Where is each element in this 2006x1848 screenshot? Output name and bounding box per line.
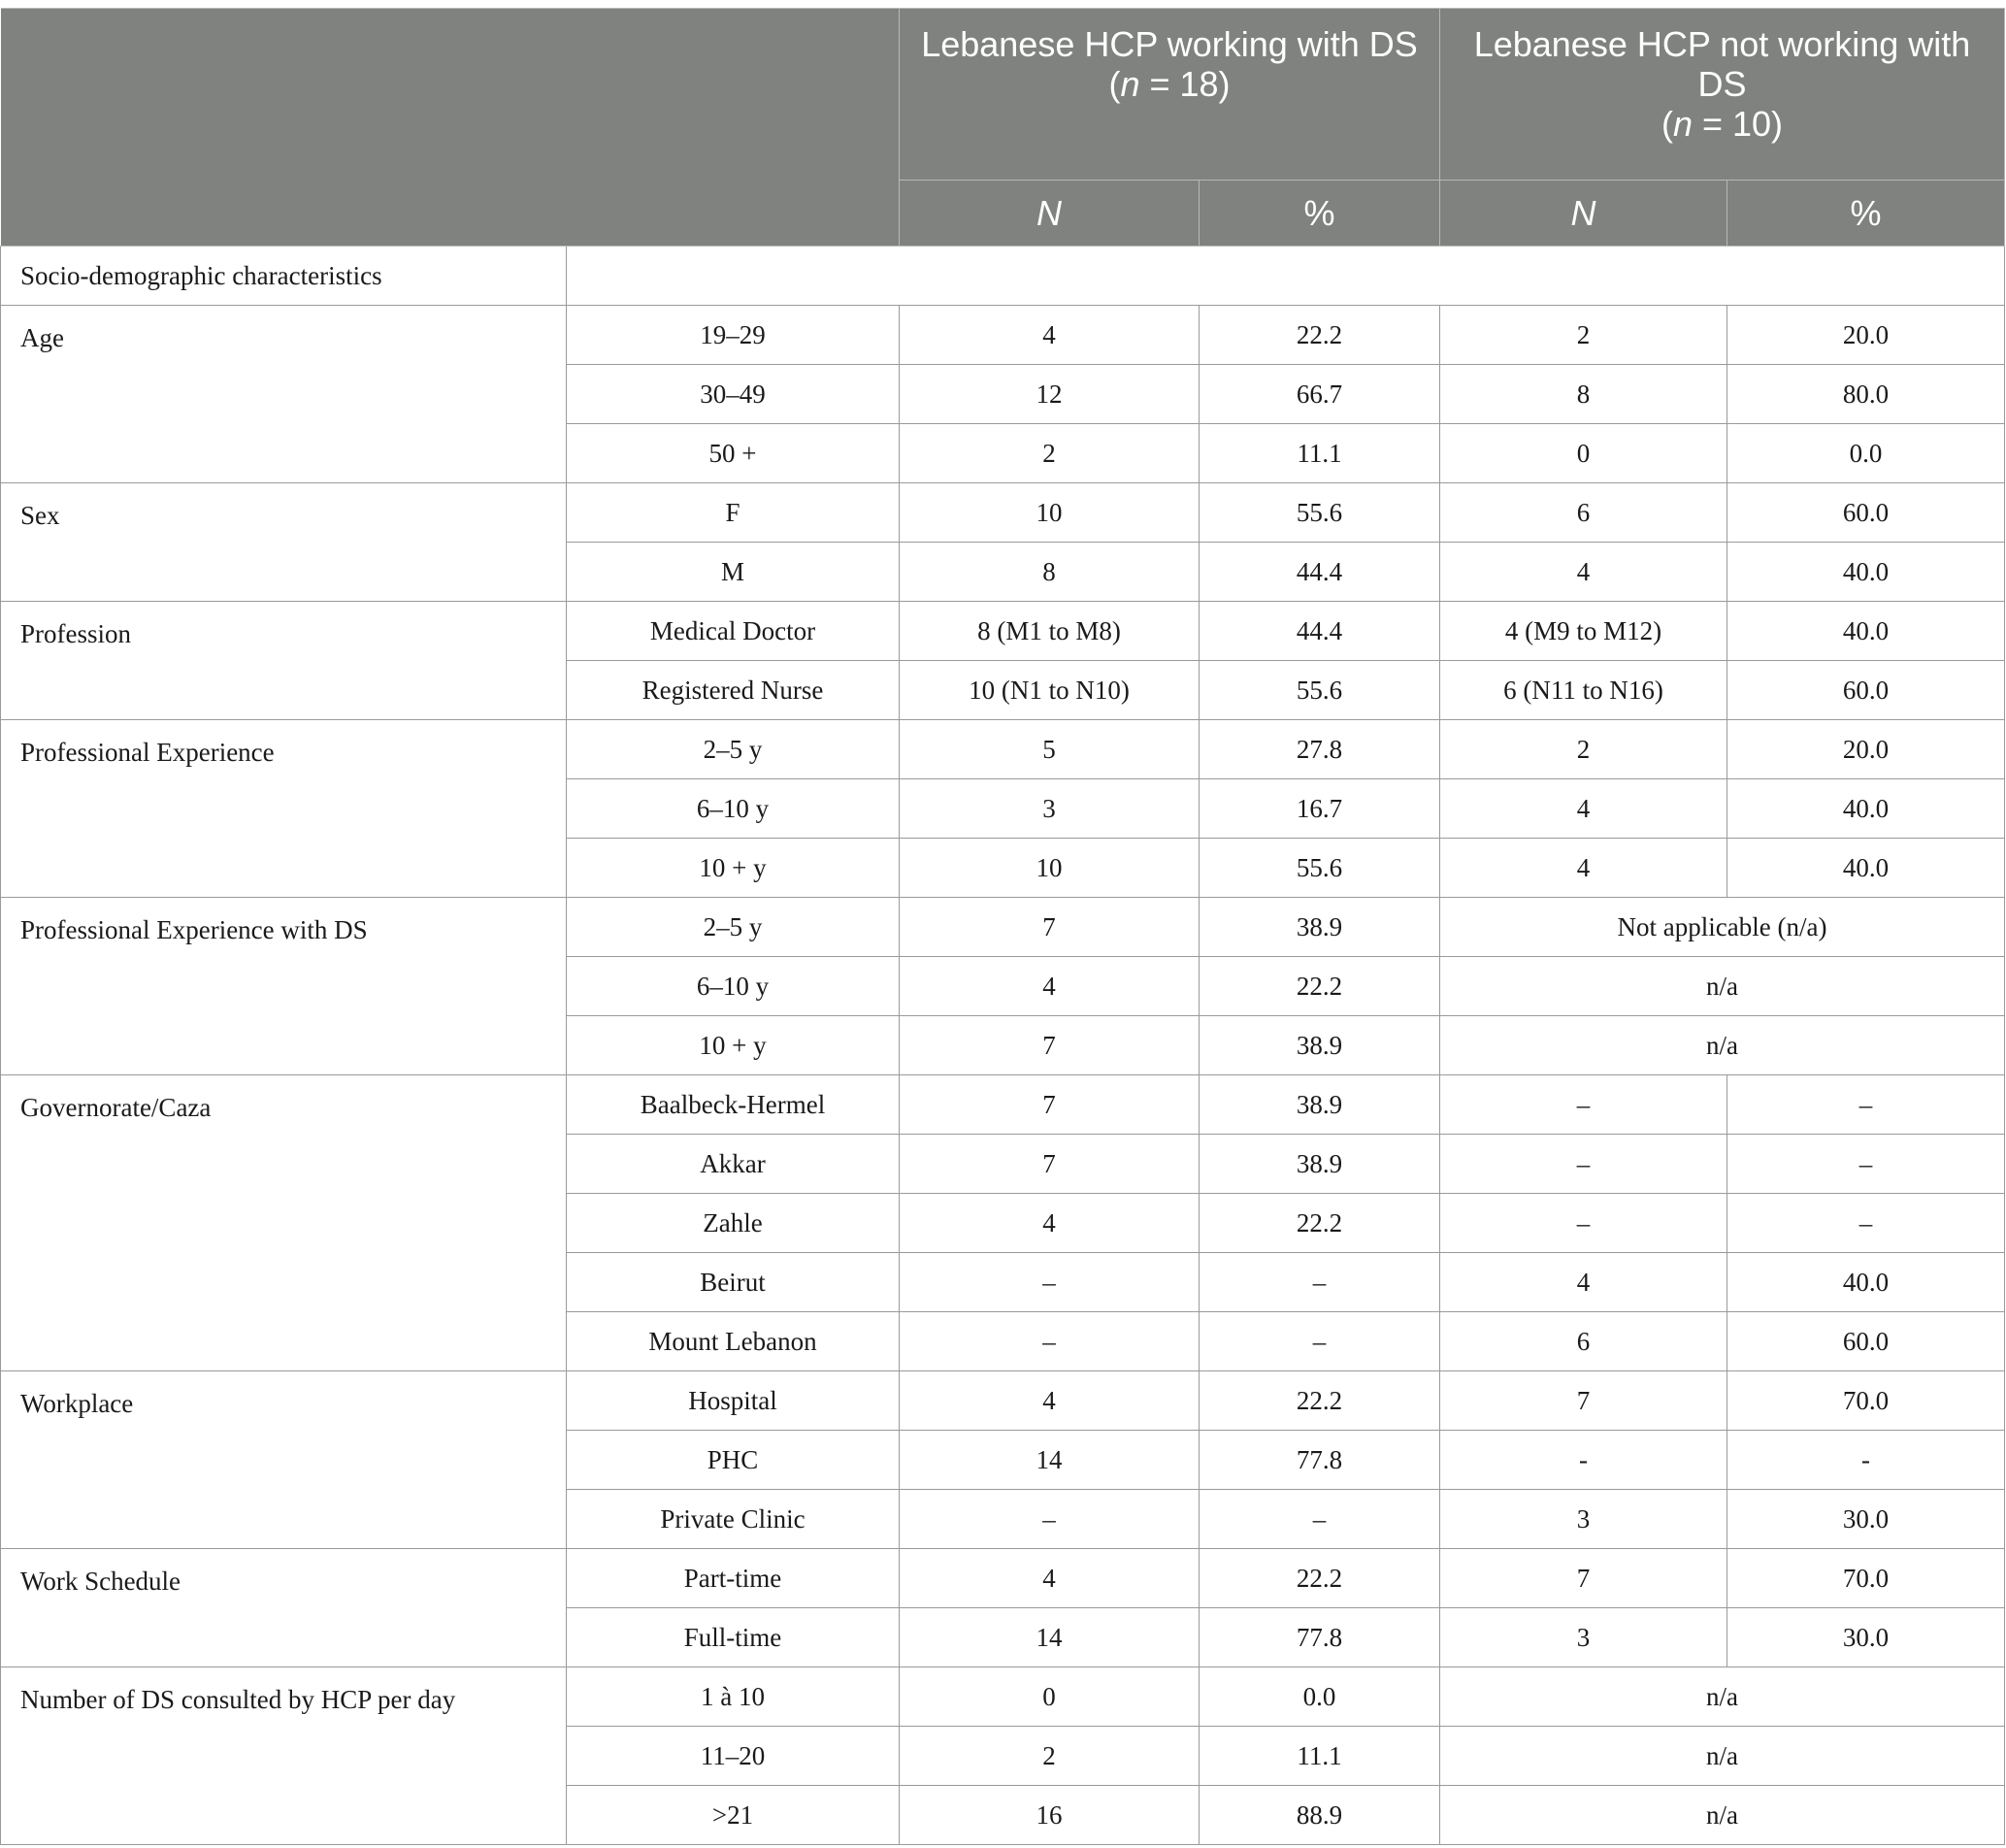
working-pct-cell: 38.9 (1200, 1075, 1440, 1135)
group-not-working-n-label: n (1672, 104, 1693, 144)
working-n-cell: – (900, 1312, 1200, 1371)
group-working-n-value: = 18) (1139, 64, 1231, 104)
working-n-cell: 14 (900, 1608, 1200, 1667)
not-working-pct-cell: 70.0 (1727, 1371, 2005, 1431)
variable-cell: Sex (1, 483, 567, 602)
table-row (1, 306, 2005, 365)
not-working-merged-cell: Not applicable (n/a) (1440, 898, 2005, 957)
working-pct-cell: – (1200, 1490, 1440, 1549)
variable-cell: Workplace (1, 1371, 567, 1549)
category-cell: Mount Lebanon (567, 1312, 900, 1371)
variable-cell: Governorate/Caza (1, 1075, 567, 1371)
table-row (1, 720, 2005, 779)
col-header-working-pct: % (1200, 181, 1440, 247)
working-n-cell: 5 (900, 720, 1200, 779)
not-working-n-cell: 6 (1440, 1312, 1727, 1371)
table-row (1, 483, 2005, 543)
not-working-merged-cell: n/a (1440, 1667, 2005, 1727)
working-pct-cell: 55.6 (1200, 839, 1440, 898)
working-n-cell: 0 (900, 1667, 1200, 1727)
variable-cell: Number of DS consulted by HCP per day (1, 1667, 567, 1845)
working-n-cell: 14 (900, 1431, 1200, 1490)
category-cell: 19–29 (567, 306, 900, 365)
not-working-n-cell: 4 (1440, 779, 1727, 839)
working-n-cell: 7 (900, 1135, 1200, 1194)
category-cell: Private Clinic (567, 1490, 900, 1549)
not-working-n-cell: 4 (M9 to M12) (1440, 602, 1727, 661)
working-pct-cell: 22.2 (1200, 1371, 1440, 1431)
working-n-cell: 4 (900, 957, 1200, 1016)
col-header-working-n: N (900, 181, 1200, 247)
table-row (1, 1371, 2005, 1431)
table-row (1, 602, 2005, 661)
group-not-working-n-value: = 10) (1692, 104, 1784, 144)
not-working-n-cell: 7 (1440, 1549, 1727, 1608)
category-cell: Registered Nurse (567, 661, 900, 720)
category-cell: 2–5 y (567, 898, 900, 957)
not-working-pct-cell: 40.0 (1727, 543, 2005, 602)
not-working-pct-cell: 40.0 (1727, 1253, 2005, 1312)
working-pct-cell: 55.6 (1200, 661, 1440, 720)
not-working-n-cell: – (1440, 1075, 1727, 1135)
category-cell: >21 (567, 1786, 900, 1845)
not-working-pct-cell: 70.0 (1727, 1549, 2005, 1608)
working-pct-cell: 38.9 (1200, 1135, 1440, 1194)
working-n-cell: 8 (M1 to M8) (900, 602, 1200, 661)
table-row (1, 898, 2005, 957)
not-working-pct-cell: 30.0 (1727, 1490, 2005, 1549)
not-working-n-cell: 3 (1440, 1608, 1727, 1667)
not-working-pct-cell: 20.0 (1727, 720, 2005, 779)
variable-cell: Professional Experience (1, 720, 567, 898)
category-cell: Baalbeck-Hermel (567, 1075, 900, 1135)
group-not-working-title: Lebanese HCP not working with DS (1473, 24, 1971, 104)
table-row (1, 1075, 2005, 1135)
table-container (0, 8, 2006, 1845)
working-pct-cell: 11.1 (1200, 1727, 1440, 1786)
header-corner-cell (1, 9, 900, 247)
working-n-cell: 2 (900, 424, 1200, 483)
working-n-cell: 10 (N1 to N10) (900, 661, 1200, 720)
not-working-n-cell: 4 (1440, 839, 1727, 898)
not-working-n-cell: 7 (1440, 1371, 1727, 1431)
working-pct-cell: 38.9 (1200, 1016, 1440, 1075)
not-working-n-cell: 2 (1440, 720, 1727, 779)
not-working-pct-cell: 60.0 (1727, 483, 2005, 543)
group-working-title: Lebanese HCP working with DS (921, 24, 1418, 64)
demographics-table (0, 8, 2005, 1845)
section-empty-cell (567, 247, 2005, 306)
working-pct-cell: 77.8 (1200, 1608, 1440, 1667)
not-working-pct-cell: – (1727, 1075, 2005, 1135)
group-header-not-working: Lebanese HCP not working with DS (n = 10) (1440, 9, 2005, 181)
category-cell: M (567, 543, 900, 602)
working-n-cell: 2 (900, 1727, 1200, 1786)
section-title: Socio-demographic characteristics (1, 247, 567, 306)
not-working-n-cell: 4 (1440, 1253, 1727, 1312)
category-cell: 1 à 10 (567, 1667, 900, 1727)
not-working-pct-cell: 0.0 (1727, 424, 2005, 483)
working-pct-cell: – (1200, 1312, 1440, 1371)
variable-cell: Work Schedule (1, 1549, 567, 1667)
category-cell: 50 + (567, 424, 900, 483)
not-working-pct-cell: 60.0 (1727, 661, 2005, 720)
category-cell: 6–10 y (567, 957, 900, 1016)
variable-cell: Age (1, 306, 567, 483)
working-n-cell: 7 (900, 1016, 1200, 1075)
not-working-n-cell: 2 (1440, 306, 1727, 365)
table-body (1, 247, 2005, 1845)
not-working-merged-cell: n/a (1440, 957, 2005, 1016)
not-working-n-cell: 4 (1440, 543, 1727, 602)
category-cell: Part-time (567, 1549, 900, 1608)
not-working-n-cell: – (1440, 1194, 1727, 1253)
not-working-n-cell: 8 (1440, 365, 1727, 424)
category-cell: 10 + y (567, 839, 900, 898)
category-cell: 10 + y (567, 1016, 900, 1075)
working-pct-cell: 44.4 (1200, 543, 1440, 602)
working-n-cell: 7 (900, 1075, 1200, 1135)
working-n-cell: 7 (900, 898, 1200, 957)
not-working-pct-cell: 20.0 (1727, 306, 2005, 365)
not-working-merged-cell: n/a (1440, 1016, 2005, 1075)
category-cell: Akkar (567, 1135, 900, 1194)
working-pct-cell: 66.7 (1200, 365, 1440, 424)
working-pct-cell: 55.6 (1200, 483, 1440, 543)
category-cell: Zahle (567, 1194, 900, 1253)
not-working-pct-cell: 40.0 (1727, 839, 2005, 898)
category-cell: Full-time (567, 1608, 900, 1667)
not-working-pct-cell: 80.0 (1727, 365, 2005, 424)
not-working-n-cell: - (1440, 1431, 1727, 1490)
table-row (1, 1549, 2005, 1608)
working-pct-cell: 22.2 (1200, 957, 1440, 1016)
working-pct-cell: 22.2 (1200, 1194, 1440, 1253)
table-header (1, 9, 2005, 247)
col-header-not-working-pct: % (1727, 181, 2005, 247)
category-cell: Hospital (567, 1371, 900, 1431)
working-pct-cell: 44.4 (1200, 602, 1440, 661)
category-cell: 11–20 (567, 1727, 900, 1786)
not-working-n-cell: – (1440, 1135, 1727, 1194)
group-working-n-label: n (1120, 64, 1140, 104)
not-working-n-cell: 6 (N11 to N16) (1440, 661, 1727, 720)
category-cell: Beirut (567, 1253, 900, 1312)
not-working-merged-cell: n/a (1440, 1786, 2005, 1845)
category-cell: 2–5 y (567, 720, 900, 779)
working-n-cell: – (900, 1490, 1200, 1549)
category-cell: PHC (567, 1431, 900, 1490)
not-working-pct-cell: 40.0 (1727, 602, 2005, 661)
col-header-not-working-n: N (1440, 181, 1727, 247)
group-header-working: Lebanese HCP working with DS (n = 18) (900, 9, 1440, 181)
working-pct-cell: 38.9 (1200, 898, 1440, 957)
working-n-cell: 4 (900, 1371, 1200, 1431)
working-pct-cell: 11.1 (1200, 424, 1440, 483)
not-working-n-cell: 3 (1440, 1490, 1727, 1549)
not-working-pct-cell: 60.0 (1727, 1312, 2005, 1371)
variable-cell: Profession (1, 602, 567, 720)
working-n-cell: 4 (900, 306, 1200, 365)
working-pct-cell: 22.2 (1200, 306, 1440, 365)
working-pct-cell: 27.8 (1200, 720, 1440, 779)
not-working-pct-cell: – (1727, 1135, 2005, 1194)
working-pct-cell: 0.0 (1200, 1667, 1440, 1727)
category-cell: Medical Doctor (567, 602, 900, 661)
working-pct-cell: 88.9 (1200, 1786, 1440, 1845)
working-n-cell: 10 (900, 839, 1200, 898)
not-working-merged-cell: n/a (1440, 1727, 2005, 1786)
working-pct-cell: 22.2 (1200, 1549, 1440, 1608)
working-n-cell: 8 (900, 543, 1200, 602)
not-working-pct-cell: 30.0 (1727, 1608, 2005, 1667)
not-working-n-cell: 0 (1440, 424, 1727, 483)
working-n-cell: 4 (900, 1549, 1200, 1608)
working-n-cell: 16 (900, 1786, 1200, 1845)
category-cell: 30–49 (567, 365, 900, 424)
category-cell: 6–10 y (567, 779, 900, 839)
working-pct-cell: 16.7 (1200, 779, 1440, 839)
working-n-cell: 3 (900, 779, 1200, 839)
not-working-pct-cell: - (1727, 1431, 2005, 1490)
category-cell: F (567, 483, 900, 543)
working-pct-cell: 77.8 (1200, 1431, 1440, 1490)
not-working-pct-cell: 40.0 (1727, 779, 2005, 839)
working-n-cell: 4 (900, 1194, 1200, 1253)
not-working-pct-cell: – (1727, 1194, 2005, 1253)
variable-cell: Professional Experience with DS (1, 898, 567, 1075)
not-working-n-cell: 6 (1440, 483, 1727, 543)
working-n-cell: 10 (900, 483, 1200, 543)
section-row (1, 247, 2005, 306)
table-row (1, 1667, 2005, 1727)
working-n-cell: – (900, 1253, 1200, 1312)
working-pct-cell: – (1200, 1253, 1440, 1312)
working-n-cell: 12 (900, 365, 1200, 424)
